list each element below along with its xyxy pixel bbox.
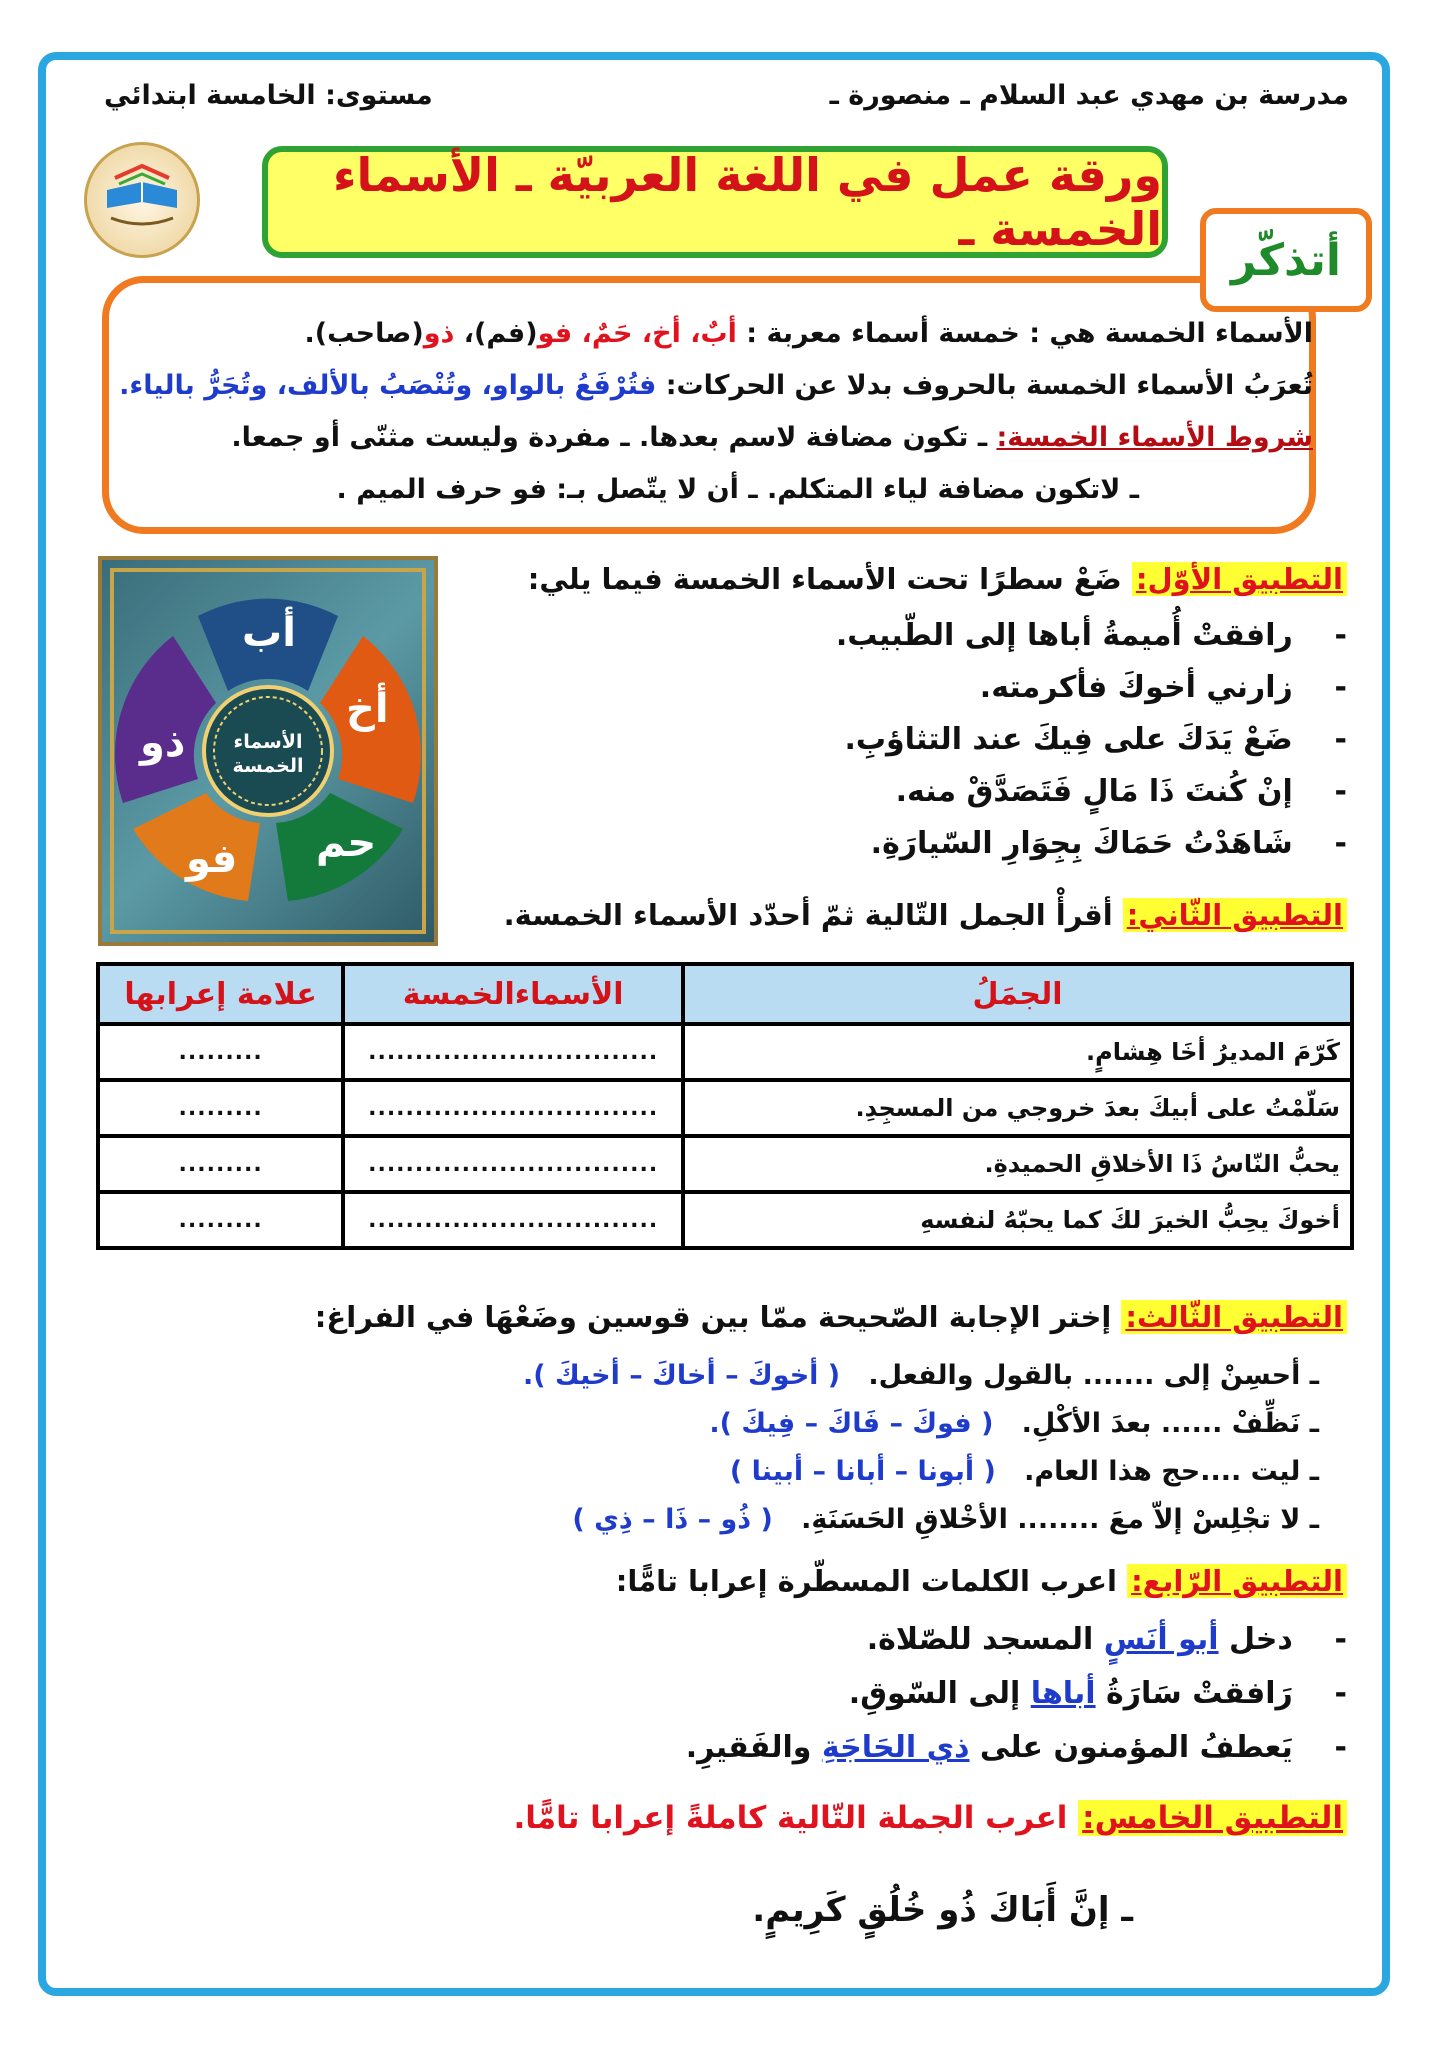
- app4-item-3-a: يَعطفُ المؤمنون على: [969, 1730, 1293, 1765]
- table-row: [98, 1024, 1352, 1080]
- app3-instruction: إختر الإجابة الصّحيحة ممّا بين قوسين وضَعْهَا في الفراغ:: [314, 1300, 1122, 1334]
- line3-b: ـ تكون مضافة لاسم بعدها. ـ مفردة وليست مثنّى أو جمعا.: [231, 422, 997, 453]
- line2-a: تُعرَبُ الأسماء الخمسة بالحروف بدلا عن الحركات:: [656, 370, 1313, 401]
- school-name: مدرسة بن مهدي عبد السلام ـ منصورة ـ: [829, 80, 1349, 111]
- wheel-seg-dhu: ذو: [140, 720, 186, 766]
- app1-item-4: - إنْ كُنتَ ذَا مَالٍ فَتَصَدَّقْ منه.: [895, 774, 1347, 809]
- header-sentences: الجمَلُ: [683, 964, 1352, 1024]
- line1-d: ذو: [423, 318, 455, 349]
- header-case-mark: علامة إعرابها: [98, 964, 343, 1024]
- app3-item-3-options: ( أبونا – أبانا – أبينا ): [729, 1456, 996, 1487]
- line2-b: فتُرْفَعُ بالواو، وتُنْصَبُ بالألف، وتُجَرُّ بالياء.: [119, 370, 657, 401]
- app1-item-5-text: شَاهَدْتُ حَمَاكَ بِجِوَارِ السّيارَةِ.: [870, 826, 1293, 861]
- app3-item-1-question: ـ أحسِنْ إلى ....... بالقول والفعل.: [868, 1360, 1319, 1391]
- remember-line-2: [119, 370, 1313, 401]
- app4-item-2-b: إلى السّوقِ.: [848, 1676, 1031, 1711]
- row1-noun-field[interactable]: ...............................: [343, 1024, 683, 1080]
- app1-item-1-text: رافقتْ أُميمةُ أباها إلى الطّبيب.: [835, 618, 1293, 653]
- remember-tab: [1200, 208, 1372, 312]
- line1-e: (صاحب).: [304, 318, 424, 349]
- app2-instruction: أقرأْ الجمل التّالية ثمّ أحدّد الأسماء الخمسة.: [503, 898, 1123, 932]
- app4-title: التطبيق الرّابع:: [1127, 1564, 1347, 1598]
- app4-item-3-b: والفَقيرِ.: [685, 1730, 822, 1765]
- app3-item-4-options: ( ذُو – ذَا – ذِي ): [572, 1504, 773, 1535]
- app3-item-3-question: ـ ليت ....حج هذا العام.: [1024, 1456, 1319, 1487]
- app2-heading: [504, 898, 1347, 932]
- remember-line-3: [231, 422, 1313, 453]
- row2-noun-field[interactable]: ...............................: [343, 1080, 683, 1136]
- app4-item-2-a: رَافقتْ سَارَةُ: [1095, 1676, 1293, 1711]
- row4-mark-field[interactable]: .........: [98, 1192, 343, 1248]
- app4-item-3-underlined: ذي الحَاجَةِ: [821, 1730, 970, 1765]
- app3-item-1: [523, 1360, 1319, 1391]
- wheel-seg-ab: أب: [242, 610, 296, 656]
- app1-title: التطبيق الأوّل:: [1132, 562, 1347, 596]
- app4-item-3: - يَعطفُ المؤمنون على ذي الحَاجَةِ والفَقيرِ.: [685, 1730, 1347, 1765]
- app4-item-1-a: دخل: [1218, 1622, 1293, 1657]
- app1-item-2-text: زارني أخوكَ فأكرمته.: [979, 670, 1293, 705]
- app4-item-1-b: المسجد للصّلاة.: [866, 1622, 1104, 1657]
- app3-title: التطبيق الثّالث:: [1121, 1300, 1347, 1334]
- app4-item-2-underlined: أباها: [1030, 1676, 1096, 1711]
- app4-item-1: - دخل أبو أنَسٍ المسجد للصّلاة.: [866, 1622, 1347, 1657]
- app1-item-3: - ضَعْ يَدَكَ على فِيكَ عند التثاؤبِ.: [844, 722, 1347, 757]
- app3-item-2: [709, 1408, 1319, 1439]
- app4-item-1-underlined: أبو أنَسٍ: [1103, 1622, 1219, 1657]
- row4-sentence: أخوكَ يحِبُّ الخيرَ لكَ كما يحبّهُ لنفسهِ: [683, 1192, 1352, 1248]
- app3-item-4: [572, 1504, 1319, 1535]
- table-row: [98, 1192, 1352, 1248]
- page-title: ورقة عمل في اللغة العربيّة ـ الأسماء الخمسة ـ: [332, 148, 1162, 256]
- line1-b: أبٌ، أخ، حَمٌ، فو: [537, 318, 737, 349]
- five-nouns-wheel: [98, 556, 438, 946]
- app1-item-2: - زارني أخوكَ فأكرمته.: [979, 670, 1347, 705]
- row2-mark-field[interactable]: .........: [98, 1080, 343, 1136]
- app1-instruction: ضَعْ سطرًا تحت الأسماء الخمسة فيما يلي:: [527, 562, 1132, 596]
- app3-item-3: [730, 1456, 1319, 1487]
- app3-item-1-options: ( أخوكَ – أخاكَ – أخيكَ ).: [522, 1360, 841, 1391]
- book-logo-icon: [97, 160, 187, 240]
- app1-item-1: - رافقتْ أُميمةُ أباها إلى الطّبيب.: [835, 618, 1347, 653]
- app4-instruction: اعرب الكلمات المسطّرة إعرابا تامًّا:: [615, 1564, 1128, 1598]
- app4-heading: [616, 1564, 1347, 1598]
- title-box: [262, 146, 1168, 258]
- app1-heading: [528, 562, 1347, 596]
- wheel-seg-fu: فو: [186, 836, 238, 882]
- row1-mark-field[interactable]: .........: [98, 1024, 343, 1080]
- row3-sentence: يحبُّ النّاسُ ذَا الأخلاقِ الحميدةِ.: [683, 1136, 1352, 1192]
- remember-line-4: ـ لاتكون مضافة لياء المتكلم. ـ أن لا يتّصل بـ: فو حرف الميم .: [336, 474, 1139, 505]
- table-row: [98, 1080, 1352, 1136]
- app5-heading: [513, 1800, 1347, 1836]
- app2-title: التطبيق الثّاني:: [1123, 898, 1347, 932]
- row3-noun-field[interactable]: ...............................: [343, 1136, 683, 1192]
- line3-a: شروط الأسماء الخمسة:: [996, 422, 1313, 453]
- row2-sentence: سَلّمْتُ على أبيكَ بعدَ خروجي من المسجِدِ.: [683, 1080, 1352, 1136]
- row3-mark-field[interactable]: .........: [98, 1136, 343, 1192]
- wheel-seg-ham: حم: [316, 820, 377, 866]
- level-label: مستوى: الخامسة ابتدائي: [104, 80, 433, 111]
- row4-noun-field[interactable]: ...............................: [343, 1192, 683, 1248]
- app5-sentence: ـ إنَّ أَبَاكَ ذُو خُلُقٍ كَرِيمٍ.: [752, 1890, 1133, 1930]
- line1-c: (فم)،: [454, 318, 538, 349]
- row1-sentence: كَرّمَ المديرُ أخَا هِشامٍ.: [683, 1024, 1352, 1080]
- app3-heading: [315, 1300, 1347, 1334]
- app2-table: [96, 962, 1354, 1250]
- wheel-seg-akh: أخ: [346, 686, 389, 732]
- app3-item-2-question: ـ نَظِّفْ ...... بعدَ الأكْلِ.: [1021, 1408, 1319, 1439]
- header-five-nouns: الأسماءالخمسة: [343, 964, 683, 1024]
- app3-item-4-question: ـ لا تجْلِسْ إلاّ معَ ........ الأخْلاقِ الحَسَنَةِ.: [801, 1504, 1319, 1535]
- app1-item-4-text: إنْ كُنتَ ذَا مَالٍ فَتَصَدَّقْ منه.: [895, 774, 1293, 809]
- app3-item-2-options: ( فوكَ – فَاكَ – فِيكَ ).: [709, 1408, 994, 1439]
- table-row: [98, 1136, 1352, 1192]
- app1-item-5: - شَاهَدْتُ حَمَاكَ بِجِوَارِ السّيارَةِ.: [870, 826, 1347, 861]
- remember-line-1: [305, 318, 1314, 349]
- table-header-row: [98, 964, 1352, 1024]
- line1-a: الأسماء الخمسة هي : خمسة أسماء معربة :: [736, 318, 1313, 349]
- app1-item-3-text: ضَعْ يَدَكَ على فِيكَ عند التثاؤبِ.: [844, 722, 1293, 757]
- app5-instruction: اعرب الجملة التّالية كاملةً إعرابا تامًّا.: [513, 1800, 1079, 1836]
- remember-tab-label: أتذكّر: [1231, 234, 1341, 286]
- school-logo: [84, 142, 200, 258]
- app4-item-2: - رَافقتْ سَارَةُ أباها إلى السّوقِ.: [848, 1676, 1347, 1711]
- wheel-center-label: الأسماء الخمسة: [232, 731, 304, 777]
- app5-title: التطبيق الخامس:: [1078, 1800, 1347, 1836]
